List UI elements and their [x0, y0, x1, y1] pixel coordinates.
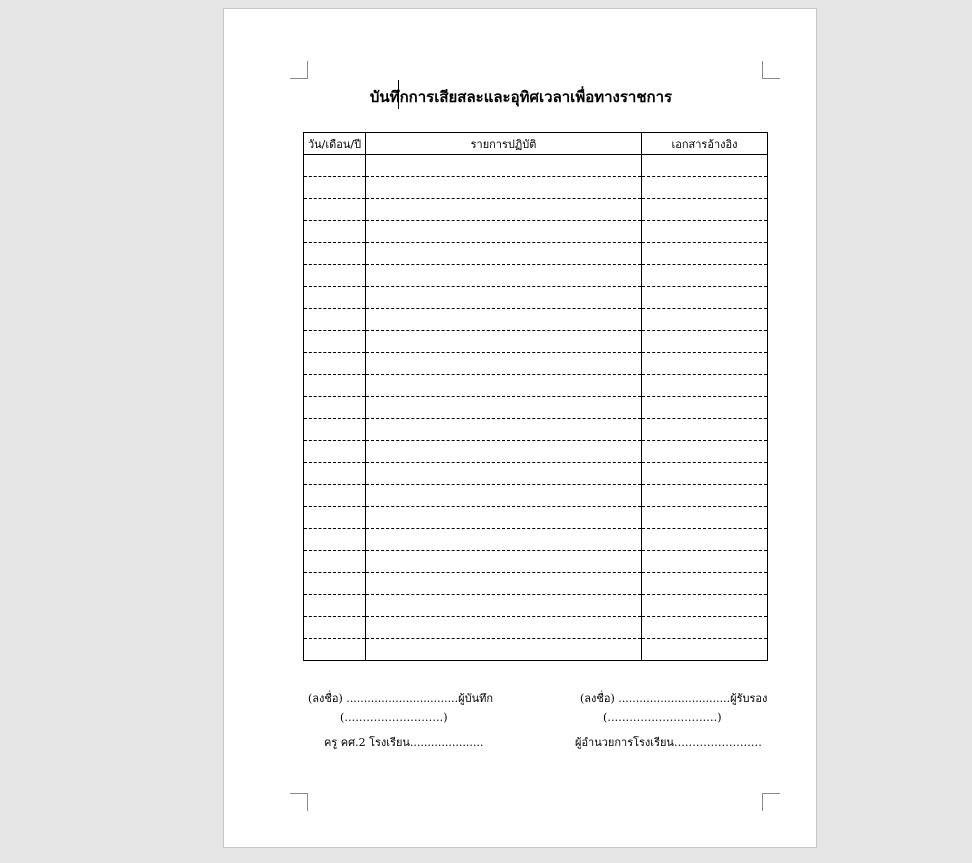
table-row — [304, 595, 768, 617]
table-row — [304, 177, 768, 199]
certifier-name-line[interactable]: (…………………………) — [603, 711, 722, 724]
reference-cell[interactable] — [642, 573, 768, 595]
activity-cell[interactable] — [366, 155, 642, 177]
reference-cell[interactable] — [642, 287, 768, 309]
certifier-sign-line[interactable]: (ลงชื่อ) ................................ผู้รับรอง — [580, 692, 768, 705]
activity-cell[interactable] — [366, 419, 642, 441]
reference-cell[interactable] — [642, 177, 768, 199]
activity-cell[interactable] — [366, 639, 642, 661]
header-reference[interactable]: เอกสารอ้างอิง — [642, 133, 768, 155]
activity-cell[interactable] — [366, 309, 642, 331]
activity-cell[interactable] — [366, 441, 642, 463]
table-row — [304, 353, 768, 375]
reference-cell[interactable] — [642, 221, 768, 243]
header-date[interactable]: วัน/เดือน/ปี — [304, 133, 366, 155]
date-cell[interactable] — [304, 353, 366, 375]
activity-cell[interactable] — [366, 199, 642, 221]
date-cell[interactable] — [304, 331, 366, 353]
date-cell[interactable] — [304, 397, 366, 419]
date-cell[interactable] — [304, 529, 366, 551]
date-cell[interactable] — [304, 419, 366, 441]
activity-cell[interactable] — [366, 463, 642, 485]
certifier-position-line[interactable]: ผู้อำนวยการโรงเรียน…………………… — [575, 736, 762, 749]
header-activity[interactable]: รายการปฏิบัติ — [366, 133, 642, 155]
reference-cell[interactable] — [642, 441, 768, 463]
date-cell[interactable] — [304, 265, 366, 287]
date-cell[interactable] — [304, 177, 366, 199]
reference-cell[interactable] — [642, 155, 768, 177]
reference-cell[interactable] — [642, 309, 768, 331]
table-row — [304, 375, 768, 397]
table-row — [304, 287, 768, 309]
table-row — [304, 419, 768, 441]
date-cell[interactable] — [304, 639, 366, 661]
date-cell[interactable] — [304, 155, 366, 177]
table-row — [304, 485, 768, 507]
reference-cell[interactable] — [642, 419, 768, 441]
table-row — [304, 441, 768, 463]
reference-cell[interactable] — [642, 507, 768, 529]
table-row — [304, 199, 768, 221]
date-cell[interactable] — [304, 617, 366, 639]
table-row — [304, 551, 768, 573]
crop-mark-bottom-left — [290, 793, 308, 811]
recorder-name-line[interactable]: (………………………) — [340, 711, 448, 724]
reference-cell[interactable] — [642, 639, 768, 661]
reference-cell[interactable] — [642, 463, 768, 485]
activity-cell[interactable] — [366, 507, 642, 529]
reference-cell[interactable] — [642, 595, 768, 617]
date-cell[interactable] — [304, 551, 366, 573]
crop-mark-top-right — [762, 61, 780, 79]
activity-cell[interactable] — [366, 265, 642, 287]
date-cell[interactable] — [304, 507, 366, 529]
table-row — [304, 397, 768, 419]
table-row — [304, 573, 768, 595]
date-cell[interactable] — [304, 573, 366, 595]
activity-cell[interactable] — [366, 551, 642, 573]
date-cell[interactable] — [304, 309, 366, 331]
table-row — [304, 265, 768, 287]
date-cell[interactable] — [304, 595, 366, 617]
activity-cell[interactable] — [366, 287, 642, 309]
activity-cell[interactable] — [366, 243, 642, 265]
activity-cell[interactable] — [366, 375, 642, 397]
table-header-row — [304, 133, 768, 155]
reference-cell[interactable] — [642, 353, 768, 375]
date-cell[interactable] — [304, 485, 366, 507]
reference-cell[interactable] — [642, 485, 768, 507]
activity-cell[interactable] — [366, 573, 642, 595]
date-cell[interactable] — [304, 441, 366, 463]
reference-cell[interactable] — [642, 331, 768, 353]
reference-cell[interactable] — [642, 551, 768, 573]
table-row — [304, 507, 768, 529]
reference-cell[interactable] — [642, 199, 768, 221]
activity-cell[interactable] — [366, 485, 642, 507]
table-body — [304, 155, 768, 661]
table-row — [304, 529, 768, 551]
reference-cell[interactable] — [642, 243, 768, 265]
activity-cell[interactable] — [366, 595, 642, 617]
date-cell[interactable] — [304, 221, 366, 243]
activity-cell[interactable] — [366, 353, 642, 375]
activity-cell[interactable] — [366, 177, 642, 199]
activity-cell[interactable] — [366, 221, 642, 243]
activity-cell[interactable] — [366, 331, 642, 353]
table-row — [304, 639, 768, 661]
document-title[interactable]: บันทึกการเสียสละและอุทิศเวลาเพื่อทางราชการ — [369, 88, 673, 106]
crop-mark-bottom-right — [762, 793, 780, 811]
table-row — [304, 309, 768, 331]
date-cell[interactable] — [304, 199, 366, 221]
document-page — [223, 8, 817, 848]
table-row — [304, 243, 768, 265]
reference-cell[interactable] — [642, 529, 768, 551]
date-cell[interactable] — [304, 463, 366, 485]
activity-cell[interactable] — [366, 617, 642, 639]
table-row — [304, 617, 768, 639]
date-cell[interactable] — [304, 375, 366, 397]
reference-cell[interactable] — [642, 265, 768, 287]
reference-cell[interactable] — [642, 617, 768, 639]
reference-cell[interactable] — [642, 375, 768, 397]
date-cell[interactable] — [304, 243, 366, 265]
activity-cell[interactable] — [366, 397, 642, 419]
table-row — [304, 155, 768, 177]
table-row — [304, 463, 768, 485]
record-table[interactable] — [303, 132, 768, 661]
recorder-sign-line[interactable]: (ลงชื่อ) ................................ผู้บันทึก — [308, 692, 494, 705]
reference-cell[interactable] — [642, 397, 768, 419]
activity-cell[interactable] — [366, 529, 642, 551]
recorder-position-line[interactable]: ครู คศ.2 โรงเรียน..................... — [324, 736, 484, 749]
table-row — [304, 221, 768, 243]
date-cell[interactable] — [304, 287, 366, 309]
table-row — [304, 331, 768, 353]
crop-mark-top-left — [290, 61, 308, 79]
